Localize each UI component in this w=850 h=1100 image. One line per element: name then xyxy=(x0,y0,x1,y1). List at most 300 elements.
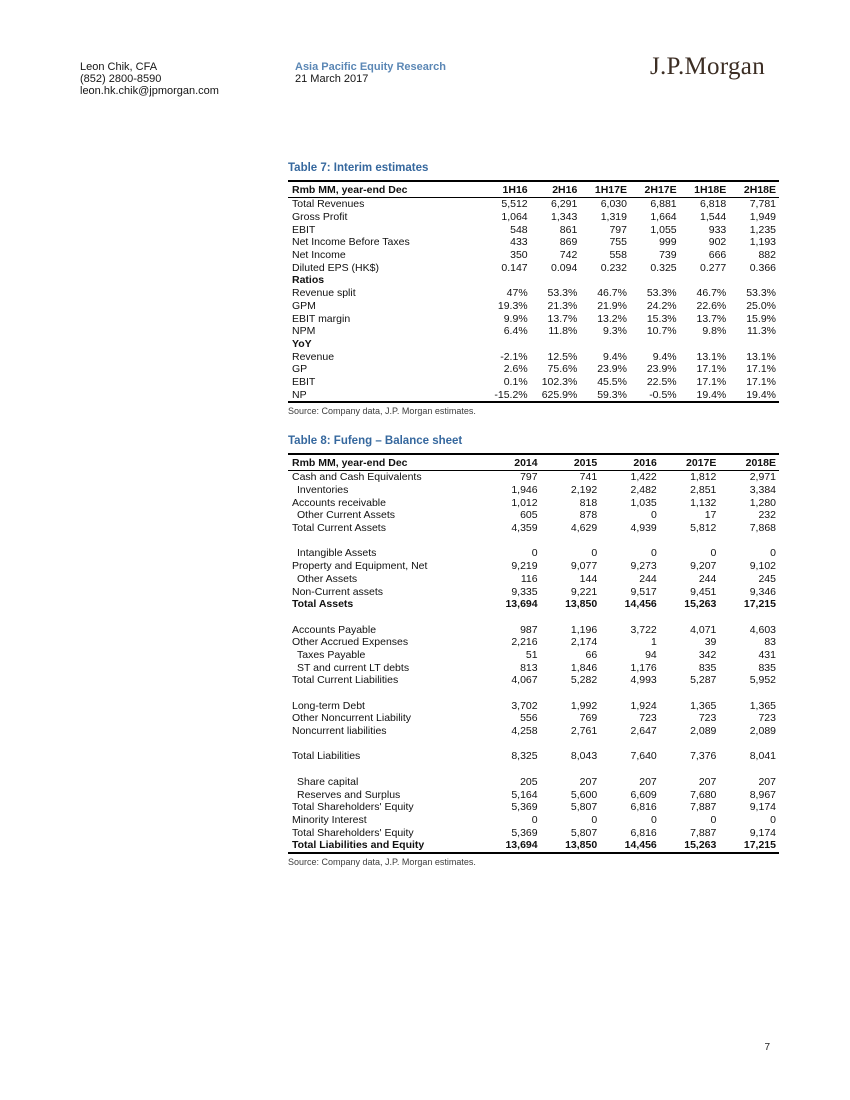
table8-title: Table 8: Fufeng – Balance sheet xyxy=(288,435,463,447)
value-cell: 13,694 xyxy=(505,598,538,611)
value-cell: 797 xyxy=(609,223,627,236)
table-row xyxy=(288,776,779,789)
value-cell xyxy=(630,274,680,287)
value-cell: 6,881 xyxy=(650,198,677,211)
table7-source: Source: Company data, J.P. Morgan estimates. xyxy=(288,406,476,416)
value-cell: 869 xyxy=(559,236,578,249)
value-cell: 207 xyxy=(579,775,598,788)
value-cell: 7,868 xyxy=(749,522,776,535)
value-cell: 9.8% xyxy=(702,325,727,338)
value-cell: 1,544 xyxy=(700,211,727,224)
value-cell: 83 xyxy=(764,636,776,649)
value-cell xyxy=(680,274,730,287)
value-cell: 46.7% xyxy=(597,287,627,300)
value-cell: 13,850 xyxy=(565,839,598,852)
value-cell: 51 xyxy=(525,648,538,661)
row-label: Cash and Cash Equivalents xyxy=(292,471,422,484)
value-cell: 878 xyxy=(579,509,598,522)
value-cell: 431 xyxy=(758,648,776,661)
row-label: Total Liabilities and Equity xyxy=(292,839,425,852)
report-date: 21 March 2017 xyxy=(295,73,369,85)
period-column-header: 2017E xyxy=(686,456,717,469)
value-cell: 1,946 xyxy=(511,484,538,497)
value-cell: 9,273 xyxy=(630,560,657,573)
table-row xyxy=(288,598,779,611)
table-row xyxy=(288,674,779,687)
table-row xyxy=(288,573,779,586)
value-cell: 0 xyxy=(591,547,598,560)
value-cell: 1,924 xyxy=(630,699,657,712)
value-cell: 19.4% xyxy=(696,388,727,401)
value-cell: 556 xyxy=(520,712,538,725)
value-cell: 5,600 xyxy=(570,788,598,801)
value-cell: 13.1% xyxy=(696,350,727,363)
value-cell: 2,089 xyxy=(690,725,717,738)
value-cell: 666 xyxy=(708,249,727,262)
row-label: Non-Current assets xyxy=(292,585,384,598)
value-cell: 558 xyxy=(609,249,627,262)
value-cell: 2,216 xyxy=(511,636,538,649)
value-cell: 818 xyxy=(579,496,598,509)
value-cell: 244 xyxy=(639,572,657,585)
value-cell: 987 xyxy=(520,623,538,636)
analyst-name: Leon Chik, CFA xyxy=(80,61,158,73)
value-cell: 5,807 xyxy=(570,826,598,839)
value-cell: 6,291 xyxy=(551,198,578,211)
row-label: Other Accrued Expenses xyxy=(292,636,409,649)
tables-column xyxy=(288,162,779,868)
value-cell: 6.4% xyxy=(503,325,528,338)
value-cell: 433 xyxy=(510,236,528,249)
table-row xyxy=(288,661,779,674)
row-label: EBIT xyxy=(292,375,316,388)
table-row xyxy=(288,274,779,287)
period-column-header: 1H18E xyxy=(694,183,727,196)
row-label: Reserves and Surplus xyxy=(297,788,401,801)
value-cell: 1,812 xyxy=(690,471,717,484)
row-label: Other Current Assets xyxy=(297,509,396,522)
value-cell: 22.6% xyxy=(696,299,727,312)
row-label: Total Liabilities xyxy=(292,750,361,763)
value-cell: 19.3% xyxy=(497,299,528,312)
value-cell xyxy=(680,338,730,351)
value-cell: 12.5% xyxy=(547,350,578,363)
table-row xyxy=(288,560,779,573)
table8 xyxy=(288,453,779,854)
value-cell: 144 xyxy=(579,572,598,585)
table-row xyxy=(288,839,779,853)
table-row xyxy=(288,509,779,522)
value-cell: 1,235 xyxy=(749,223,776,236)
value-cell: 625.9% xyxy=(541,388,578,401)
table-row xyxy=(288,261,779,274)
row-label: Other Assets xyxy=(297,572,358,585)
value-cell: 769 xyxy=(579,712,598,725)
value-cell: 2,761 xyxy=(570,725,598,738)
table-row xyxy=(288,725,779,738)
value-cell: 13.7% xyxy=(547,312,578,325)
value-cell: 59.3% xyxy=(597,388,627,401)
value-cell: 0.277 xyxy=(700,261,727,274)
value-cell: 0 xyxy=(770,813,776,826)
row-label: GPM xyxy=(292,299,316,312)
value-cell: 13,694 xyxy=(505,839,538,852)
row-label: Total Shareholders' Equity xyxy=(292,801,414,814)
value-cell: 5,512 xyxy=(501,198,528,211)
period-column-header: 2H17E xyxy=(644,183,677,196)
value-cell: 1,365 xyxy=(690,699,717,712)
period-column-header: 1H17E xyxy=(594,183,627,196)
value-cell: 7,376 xyxy=(690,750,717,763)
row-label: EBIT xyxy=(292,223,316,236)
value-cell: 0 xyxy=(650,813,657,826)
table-row xyxy=(288,471,779,484)
header-row xyxy=(288,181,779,198)
page-number: 7 xyxy=(764,1042,770,1053)
table8-section xyxy=(288,435,779,868)
value-cell: 1,132 xyxy=(690,496,717,509)
table8-source: Source: Company data, J.P. Morgan estimates. xyxy=(288,856,476,867)
value-cell: 66 xyxy=(585,648,598,661)
value-cell: 232 xyxy=(758,509,776,522)
value-cell: 1,422 xyxy=(630,471,657,484)
row-label: Total Current Liabilities xyxy=(292,674,399,687)
value-cell: 9.3% xyxy=(603,325,627,338)
value-cell xyxy=(481,338,531,351)
value-cell: 9,221 xyxy=(570,585,598,598)
value-cell: 15,263 xyxy=(684,598,717,611)
value-cell: 23.9% xyxy=(646,363,677,376)
row-label: Inventories xyxy=(297,484,349,497)
value-cell: 17.1% xyxy=(746,375,776,388)
value-cell: 4,258 xyxy=(511,725,538,738)
value-cell xyxy=(729,274,779,287)
value-cell: 205 xyxy=(520,775,538,788)
table8-header xyxy=(288,454,779,471)
row-label: ST and current LT debts xyxy=(297,661,410,674)
value-cell: 9,174 xyxy=(749,801,776,814)
value-cell: 933 xyxy=(708,223,727,236)
value-cell: 24.2% xyxy=(646,299,677,312)
value-cell: 3,702 xyxy=(511,699,538,712)
table-row xyxy=(288,287,779,300)
value-cell: 0.094 xyxy=(551,261,578,274)
value-cell xyxy=(630,338,680,351)
value-cell: 1,664 xyxy=(650,211,677,224)
value-cell: 7,887 xyxy=(690,801,717,814)
value-cell: 10.7% xyxy=(646,325,677,338)
period-column-header: 2H18E xyxy=(743,183,776,196)
value-cell: 0.232 xyxy=(600,261,627,274)
value-cell: 4,071 xyxy=(690,623,717,636)
table-row xyxy=(288,750,779,763)
value-cell: 6,609 xyxy=(630,788,657,801)
value-cell: 797 xyxy=(520,471,538,484)
value-cell: 5,812 xyxy=(690,522,717,535)
value-cell: -15.2% xyxy=(494,388,528,401)
value-cell: 0 xyxy=(650,547,657,560)
value-cell: 244 xyxy=(698,572,717,585)
row-label: Total Current Assets xyxy=(292,522,386,535)
value-cell: 2,089 xyxy=(749,725,776,738)
row-label: YoY xyxy=(292,337,312,350)
value-cell: 1,064 xyxy=(501,211,528,224)
value-cell: 13.2% xyxy=(597,312,627,325)
value-cell: 15.9% xyxy=(746,312,776,325)
table-row xyxy=(288,350,779,363)
value-cell: 7,887 xyxy=(690,826,717,839)
value-cell: 1,343 xyxy=(551,211,578,224)
value-cell: 8,325 xyxy=(511,750,538,763)
analyst-email: leon.hk.chik@jpmorgan.com xyxy=(80,85,219,97)
row-label: Gross Profit xyxy=(292,211,348,224)
table-row xyxy=(288,623,779,636)
row-label: Total Assets xyxy=(292,598,354,611)
value-cell: 14,456 xyxy=(624,598,657,611)
value-cell: 21.3% xyxy=(547,299,578,312)
table7-section xyxy=(288,162,779,417)
header-row xyxy=(288,454,779,471)
value-cell: 4,359 xyxy=(511,522,538,535)
value-cell: 882 xyxy=(758,249,776,262)
row-label: Total Shareholders' Equity xyxy=(292,826,414,839)
row-label: Intangible Assets xyxy=(297,547,377,560)
value-cell: 9,346 xyxy=(749,585,776,598)
value-cell: 1,319 xyxy=(600,211,627,224)
value-cell: 207 xyxy=(639,775,657,788)
value-cell: 22.5% xyxy=(646,375,677,388)
value-cell: 1,055 xyxy=(650,223,677,236)
value-cell: 1,035 xyxy=(630,496,657,509)
value-cell: 813 xyxy=(520,661,538,674)
value-cell: 9,077 xyxy=(570,560,598,573)
value-cell: 5,287 xyxy=(690,674,717,687)
value-cell: 835 xyxy=(758,661,776,674)
value-cell: 6,816 xyxy=(630,801,657,814)
spacer-cell xyxy=(288,534,779,547)
row-label: Other Noncurrent Liability xyxy=(292,712,412,725)
value-cell: 723 xyxy=(698,712,717,725)
value-cell: 2,482 xyxy=(630,484,657,497)
value-cell: 14,456 xyxy=(624,839,657,852)
value-cell xyxy=(580,338,630,351)
value-cell: 207 xyxy=(758,775,776,788)
spacer-cell xyxy=(288,687,779,700)
row-label: Revenue split xyxy=(292,287,356,300)
value-cell: 9,335 xyxy=(511,585,538,598)
value-cell: 6,816 xyxy=(630,826,657,839)
value-cell xyxy=(481,274,531,287)
value-cell: 39 xyxy=(704,636,717,649)
value-cell: 13,850 xyxy=(565,598,598,611)
value-cell: 17,215 xyxy=(743,598,776,611)
row-label: NP xyxy=(292,388,307,401)
value-cell: 245 xyxy=(758,572,776,585)
value-cell: 9.4% xyxy=(603,350,627,363)
value-cell: 3,722 xyxy=(630,623,657,636)
value-cell: 902 xyxy=(708,236,727,249)
table-row xyxy=(288,814,779,827)
value-cell xyxy=(531,274,581,287)
value-cell: 13.1% xyxy=(746,350,776,363)
value-cell: 1,280 xyxy=(749,496,776,509)
value-cell: 7,640 xyxy=(630,750,657,763)
table7-body xyxy=(288,198,779,403)
table-row xyxy=(288,236,779,249)
table-row xyxy=(288,496,779,509)
value-cell: 9,174 xyxy=(749,826,776,839)
table-row xyxy=(288,636,779,649)
value-cell: 0.147 xyxy=(501,261,528,274)
value-cell: 741 xyxy=(579,471,598,484)
value-cell: 13.7% xyxy=(696,312,727,325)
value-cell: 548 xyxy=(510,223,528,236)
period-column-header: 2014 xyxy=(514,456,538,469)
value-cell: 4,629 xyxy=(570,522,598,535)
value-cell: 17.1% xyxy=(696,363,727,376)
table-row xyxy=(288,484,779,497)
value-cell: 15.3% xyxy=(646,312,677,325)
value-cell: 17.1% xyxy=(696,375,727,388)
value-cell xyxy=(729,338,779,351)
value-cell: 9,102 xyxy=(749,560,776,573)
value-cell: 4,603 xyxy=(749,623,776,636)
period-column-header: 1H16 xyxy=(502,183,528,196)
value-cell: 25.0% xyxy=(746,299,776,312)
row-label: EBIT margin xyxy=(292,312,351,325)
table-row xyxy=(288,338,779,351)
value-cell: 5,369 xyxy=(511,826,538,839)
row-label: Property and Equipment, Net xyxy=(292,560,428,573)
value-cell: 7,781 xyxy=(749,198,776,211)
value-cell: 6,818 xyxy=(700,198,727,211)
value-cell: 0 xyxy=(710,547,717,560)
value-cell: 21.9% xyxy=(597,299,627,312)
value-cell: 861 xyxy=(559,223,578,236)
spacer-row xyxy=(288,737,779,750)
table7 xyxy=(288,180,779,403)
value-cell: 605 xyxy=(520,509,538,522)
value-cell: 15,263 xyxy=(684,839,717,852)
row-label: Revenue xyxy=(292,350,335,363)
value-cell: 1,196 xyxy=(570,623,598,636)
value-cell: 17 xyxy=(704,509,717,522)
table-row xyxy=(288,547,779,560)
row-label: Share capital xyxy=(297,775,359,788)
value-cell: 1,012 xyxy=(511,496,538,509)
table-row xyxy=(288,376,779,389)
value-cell: 2,647 xyxy=(630,725,657,738)
table-row xyxy=(288,198,779,211)
period-column-header: 2016 xyxy=(633,456,657,469)
value-cell: 742 xyxy=(559,249,578,262)
value-cell: 0.325 xyxy=(650,261,677,274)
value-cell: 0 xyxy=(531,547,538,560)
value-cell: 8,041 xyxy=(749,750,776,763)
table-row xyxy=(288,363,779,376)
value-cell: 5,807 xyxy=(570,801,598,814)
value-cell: 5,164 xyxy=(511,788,538,801)
value-cell: 739 xyxy=(659,249,677,262)
value-cell: 2.6% xyxy=(503,363,528,376)
value-cell: -0.5% xyxy=(649,388,677,401)
value-cell: 9,517 xyxy=(630,585,657,598)
value-cell: 3,384 xyxy=(749,484,776,497)
value-cell: 207 xyxy=(698,775,717,788)
value-cell: 9,451 xyxy=(690,585,717,598)
row-label: NPM xyxy=(292,325,316,338)
table-row xyxy=(288,712,779,725)
research-division: Asia Pacific Equity Research xyxy=(295,61,447,73)
value-cell: 17,215 xyxy=(743,839,776,852)
value-cell: 350 xyxy=(510,249,528,262)
value-cell xyxy=(531,338,581,351)
table7-header xyxy=(288,181,779,198)
row-label: Net Income xyxy=(292,249,346,262)
value-cell: 9.9% xyxy=(503,312,528,325)
row-label: Accounts receivable xyxy=(292,496,386,509)
value-cell: 2,851 xyxy=(690,484,717,497)
row-label: Ratios xyxy=(292,274,325,287)
value-cell: 11.3% xyxy=(747,325,776,338)
row-label: Net Income Before Taxes xyxy=(292,236,410,249)
value-cell: 723 xyxy=(758,712,776,725)
table-row xyxy=(288,312,779,325)
value-cell: 8,967 xyxy=(749,788,776,801)
value-cell: 47% xyxy=(506,287,528,300)
value-cell: 1,992 xyxy=(570,699,598,712)
value-cell: 46.7% xyxy=(696,287,727,300)
value-cell: 94 xyxy=(645,648,657,661)
spacer-cell xyxy=(288,611,779,624)
value-cell: 6,030 xyxy=(600,198,627,211)
value-cell: 0.1% xyxy=(503,375,528,388)
value-cell: 53.3% xyxy=(547,287,578,300)
label-column-header: Rmb MM, year-end Dec xyxy=(292,183,408,196)
period-column-header: 2015 xyxy=(573,456,598,469)
value-cell: 11.8% xyxy=(548,325,578,338)
value-cell: 2,192 xyxy=(570,484,598,497)
research-header xyxy=(295,61,446,85)
value-cell: 0.366 xyxy=(749,261,776,274)
value-cell: 23.9% xyxy=(597,363,627,376)
value-cell: 0 xyxy=(770,547,776,560)
value-cell: 1,176 xyxy=(630,661,657,674)
row-label: Minority Interest xyxy=(292,813,367,826)
analyst-block xyxy=(80,61,219,97)
period-column-header: 2H16 xyxy=(552,183,578,196)
table-row xyxy=(288,801,779,814)
value-cell: 4,993 xyxy=(630,674,657,687)
value-cell: 0 xyxy=(650,509,657,522)
table-row xyxy=(288,826,779,839)
value-cell: 1,365 xyxy=(749,699,776,712)
value-cell: 2,174 xyxy=(570,636,598,649)
row-label: Total Revenues xyxy=(292,198,365,211)
value-cell: 9.4% xyxy=(652,350,677,363)
value-cell: -2.1% xyxy=(500,350,528,363)
value-cell: 4,067 xyxy=(511,674,538,687)
value-cell: 5,952 xyxy=(749,674,776,687)
table-row xyxy=(288,649,779,662)
spacer-row xyxy=(288,763,779,776)
value-cell: 8,043 xyxy=(570,750,598,763)
value-cell: 45.5% xyxy=(597,375,627,388)
value-cell: 19.4% xyxy=(746,388,776,401)
table-row xyxy=(288,388,779,402)
spacer-row xyxy=(288,611,779,624)
spacer-row xyxy=(288,687,779,700)
